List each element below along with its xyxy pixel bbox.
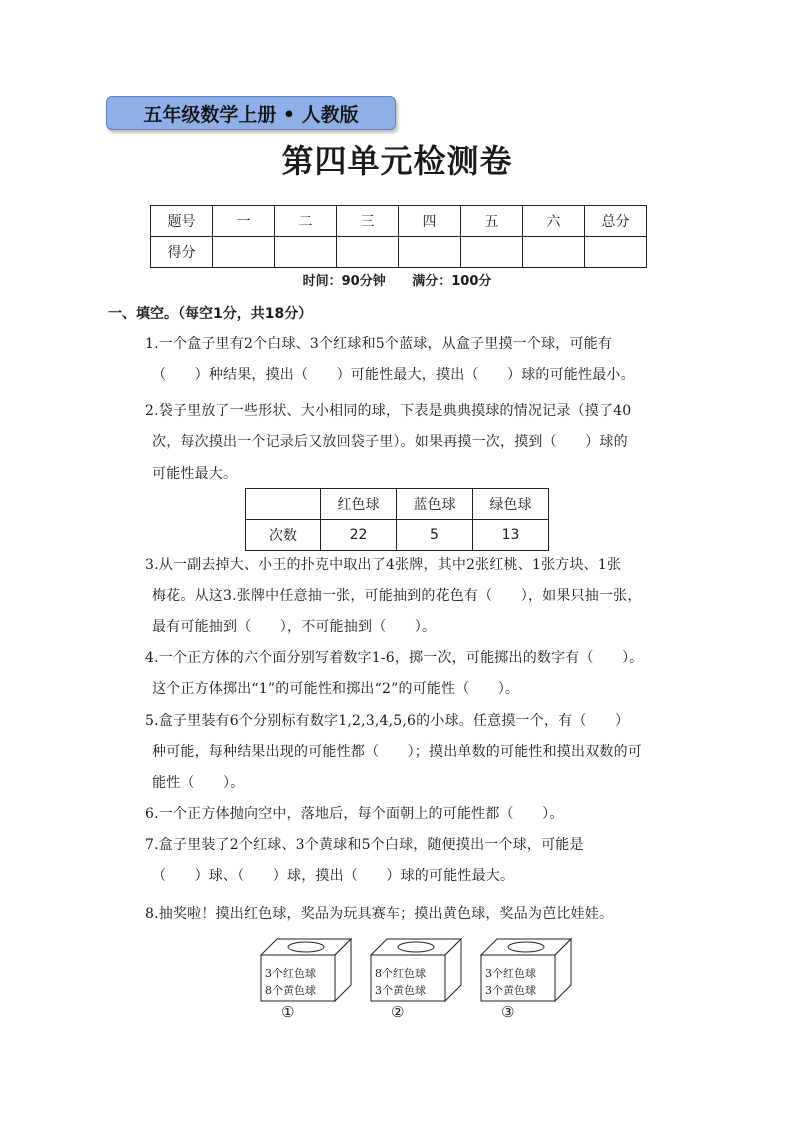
table-cell — [246, 489, 321, 520]
ball-table-header-row — [246, 489, 549, 520]
question-line: 梅花。从这3.张牌中任意抽一张，可能抽到的花色有（ ），如果只抽一张， — [152, 588, 642, 604]
score-table-score-row — [151, 237, 647, 268]
question-line: 6.一个正方体抛向空中，落地后，每个面朝上的可能性都（ ）。 — [145, 806, 564, 822]
box-yellow-count: 3个黄色球 — [485, 984, 536, 997]
score-input-cell[interactable] — [461, 237, 523, 268]
score-table — [150, 205, 647, 268]
score-input-cell[interactable] — [399, 237, 461, 268]
box-label — [375, 965, 426, 999]
score-input-cell[interactable] — [337, 237, 399, 268]
question-line: 次，每次摸出一个记录后又放回袋子里）。如果再摸一次，摸到（ ）球的 — [152, 434, 628, 450]
section-heading: 一、填空。（每空1分，共18分） — [108, 306, 313, 322]
box-red-count: 3个红色球 — [265, 967, 316, 980]
score-cell: 六 — [523, 206, 585, 237]
box-yellow-count: 3个黄色球 — [375, 984, 426, 997]
table-cell: 绿色球 — [473, 489, 549, 520]
score-cell: 得分 — [151, 237, 213, 268]
score-cell: 一 — [213, 206, 275, 237]
table-cell: 22 — [321, 520, 397, 551]
score-cell: 四 — [399, 206, 461, 237]
question-line: 能性（ ）。 — [152, 775, 245, 791]
score-input-cell[interactable] — [523, 237, 585, 268]
score-input-cell[interactable] — [585, 237, 647, 268]
question-line: 4.一个正方体的六个面分别写着数字1-6，掷一次，可能掷出的数字有（ ）。 — [145, 650, 644, 666]
box-number: ① — [281, 1003, 295, 1021]
question-line: 5.盒子里装有6个分别标有数字1,2,3,4,5,6的小球。任意摸一个，有（ ） — [145, 713, 630, 729]
question-line: 可能性最大。 — [152, 466, 238, 482]
box-number: ② — [391, 1003, 405, 1021]
table-cell: 次数 — [246, 520, 321, 551]
box-label — [485, 965, 536, 999]
score-cell: 总分 — [585, 206, 647, 237]
table-cell: 5 — [397, 520, 473, 551]
score-cell: 二 — [275, 206, 337, 237]
box-number: ③ — [501, 1003, 515, 1021]
table-cell: 13 — [473, 520, 549, 551]
question-line: 7.盒子里装了2个红球、3个黄球和5个白球，随便摸出一个球，可能是 — [145, 837, 584, 853]
question-line: （ ）种结果，摸出（ ）可能性最大，摸出（ ）球的可能性最小。 — [152, 367, 635, 383]
score-cell: 三 — [337, 206, 399, 237]
box-red-count: 3个红色球 — [485, 967, 536, 980]
score-input-cell[interactable] — [275, 237, 337, 268]
question-line: 这个正方体掷出“1”的可能性和掷出“2”的可能性（ ）。 — [152, 681, 520, 697]
subject-badge: 五年级数学上册 • 人教版 — [106, 96, 396, 130]
table-cell: 红色球 — [321, 489, 397, 520]
question-line: 3.从一副去掉大、小王的扑克中取出了4张牌，其中2张红桃、1张方块、1张 — [145, 557, 622, 573]
question-line: （ ）球、（ ）球，摸出（ ）球的可能性最大。 — [152, 868, 515, 884]
lottery-box — [365, 935, 465, 1027]
box-red-count: 8个红色球 — [375, 967, 426, 980]
lottery-box — [255, 935, 355, 1027]
ball-table-data-row — [246, 520, 549, 551]
question-line: 8.抽奖啦！摸出红色球，奖品为玩具赛车；摸出黄色球，奖品为芭比娃娃。 — [145, 906, 614, 922]
exam-meta — [0, 270, 794, 289]
exam-full-score: 满分：100分 — [412, 274, 492, 289]
question-line: 2.袋子里放了一些形状、大小相同的球，下表是典典摸球的情况记录（摸了40 — [145, 403, 632, 419]
box-label — [265, 965, 316, 999]
page-title: 第四单元检测卷 — [281, 142, 513, 180]
lottery-box — [475, 935, 575, 1027]
score-input-cell[interactable] — [213, 237, 275, 268]
box-yellow-count: 8个黄色球 — [265, 984, 316, 997]
table-cell: 蓝色球 — [397, 489, 473, 520]
exam-time: 时间：90分钟 — [302, 274, 386, 289]
score-table-header-row — [151, 206, 647, 237]
question-line: 种可能，每种结果出现的可能性都（ ）；摸出单数的可能性和摸出双数的可 — [152, 744, 642, 760]
ball-record-table — [245, 488, 549, 551]
score-cell: 五 — [461, 206, 523, 237]
question-line: 最有可能抽到（ ），不可能抽到（ ）。 — [152, 619, 437, 635]
question-line: 1.一个盒子里有2个白球、3个红球和5个蓝球，从盒子里摸一个球，可能有 — [145, 336, 613, 352]
score-cell: 题号 — [151, 206, 213, 237]
